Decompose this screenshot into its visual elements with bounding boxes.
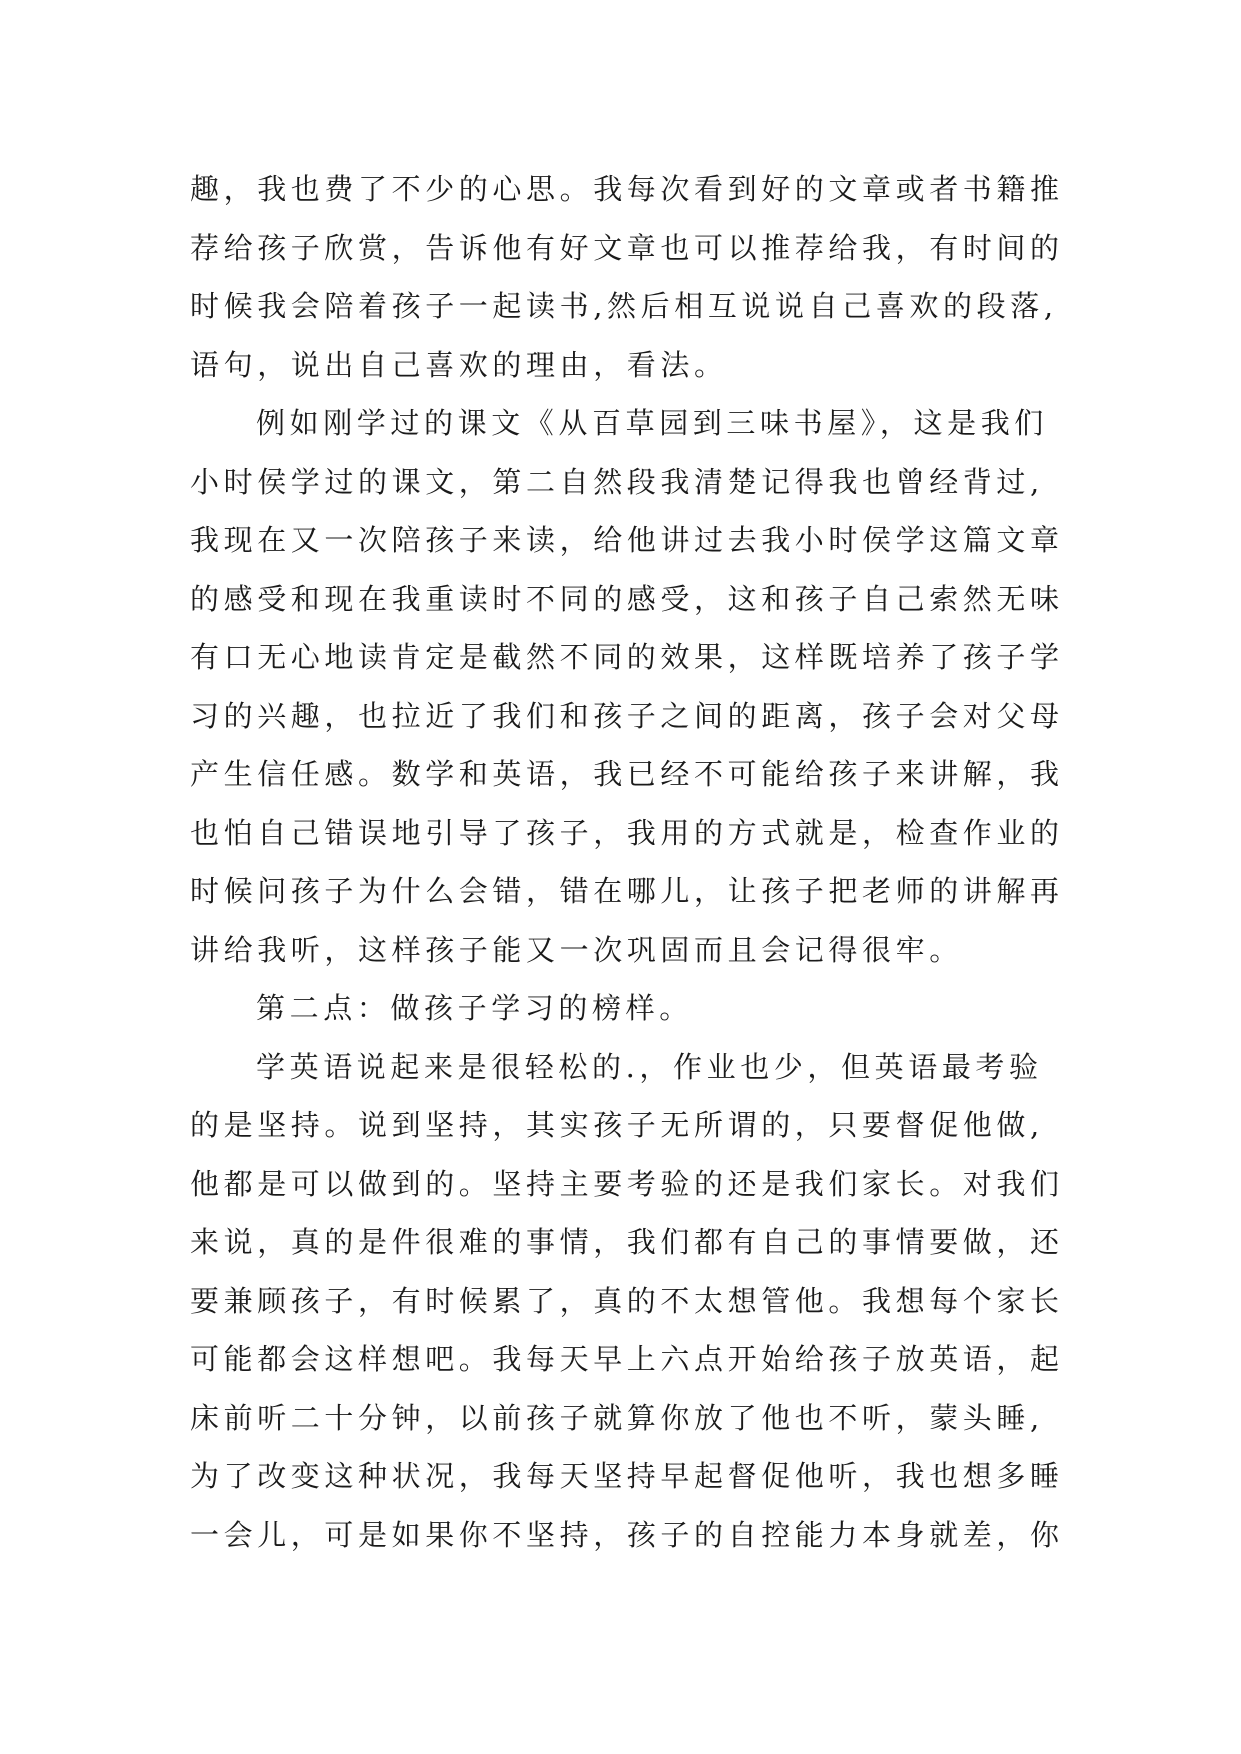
document-body <box>190 160 1090 1564</box>
text-line: 讲给我听，这样孩子能又一次巩固而且会记得很牢。 <box>190 932 963 967</box>
text-line: 来说，真的是件很难的事情，我们都有自己的事情要做，还 <box>190 1225 1064 1259</box>
text-line: 小时侯学过的课文，第二自然段我清楚记得我也曾经背过, <box>190 464 1044 499</box>
text-line: 我现在又一次陪孩子来读，给他讲过去我小时侯学这篇文章 <box>190 523 1064 557</box>
text-line: 趣，我也费了不少的心思。我每次看到好的文章或者书籍推 <box>190 172 1064 206</box>
text-line: 要兼顾孩子，有时候累了，真的不太想管他。我想每个家长 <box>190 1283 1064 1318</box>
text-line: 时候问孩子为什么会错，错在哪儿，让孩子把老师的讲解再 <box>190 874 1064 908</box>
text-line: 语句，说出自己喜欢的理由，看法。 <box>190 347 728 382</box>
text-line: 时候我会陪着孩子一起读书,然后相互说说自己喜欢的段落, <box>190 289 1058 323</box>
text-line: 也怕自己错误地引导了孩子，我用的方式就是，检查作业的 <box>190 815 1064 850</box>
text-line: 有口无心地读肯定是截然不同的效果，这样既培养了孩子学 <box>190 640 1064 674</box>
text-line: 床前听二十分钟，以前孩子就算你放了他也不听，蒙头睡, <box>190 1400 1044 1435</box>
text-line: 的是坚持。说到坚持，其实孩子无所谓的，只要督促他做, <box>190 1108 1044 1142</box>
text-line: 他都是可以做到的。坚持主要考验的还是我们家长。对我们 <box>190 1166 1064 1201</box>
text-line: 为了改变这种状况，我每天坚持早起督促他听，我也想多睡 <box>190 1459 1064 1493</box>
paragraph-first-line: 例如刚学过的课文《从百草园到三味书屋》，这是我们 <box>256 406 1048 440</box>
text-line: 荐给孩子欣赏，告诉他有好文章也可以推荐给我，有时间的 <box>190 230 1064 265</box>
text-line: 习的兴趣，也拉近了我们和孩子之间的距离，孩子会对父母 <box>190 698 1064 733</box>
text-line: 的感受和现在我重读时不同的感受，这和孩子自己索然无味 <box>190 581 1064 616</box>
text-line: 可能都会这样想吧。我每天早上六点开始给孩子放英语，起 <box>190 1342 1064 1376</box>
paragraph-first-line: 学英语说起来是很轻松的.，作业也少，但英语最考验 <box>256 1049 1043 1084</box>
section-heading: 第二点：做孩子学习的榜样。 <box>256 991 693 1025</box>
text-line: 产生信任感。数学和英语，我已经不可能给孩子来讲解，我 <box>190 757 1064 791</box>
text-line: 一会儿，可是如果你不坚持，孩子的自控能力本身就差，你 <box>190 1517 1064 1552</box>
